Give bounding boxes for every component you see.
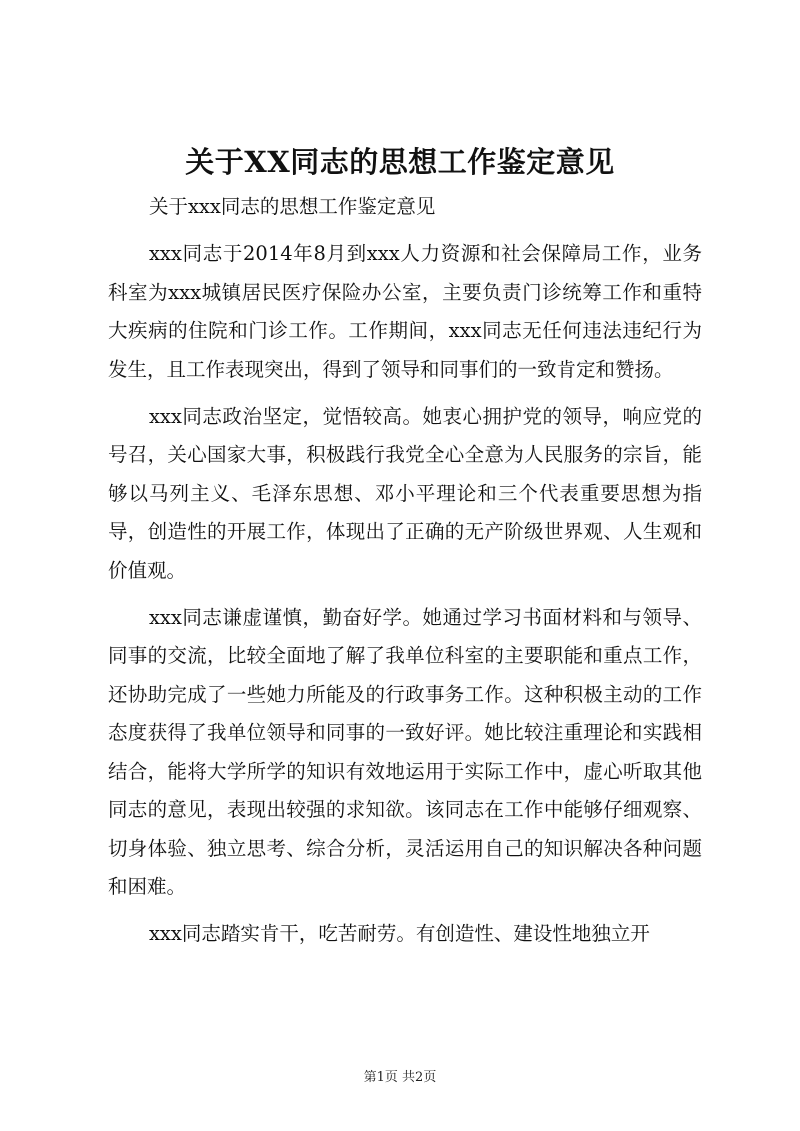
paragraph-employment: xxx同志于2014年8月到xxx人力资源和社会保障局工作，业务科室为xxx城镇居民医疗保险办公室，主要负责门诊统筹工作和重特大疾病的住院和门诊工作。工作期间，xxx同志无任何违法违纪行为发生，且工作表现突出，得到了领导和同事们的一致肯定和赞扬。 xyxy=(108,242,702,381)
paragraph-political: xxx同志政治坚定，觉悟较高。她衷心拥护党的领导，响应党的号召，关心国家大事，积极践行我党全心全意为人民服务的宗旨，能够以马列主义、毛泽东思想、邓小平理论和三个代表重要思想为指导，创造性的开展工作，体现出了正确的无产阶级世界观、人生观和价值观。 xyxy=(108,405,702,582)
page-number-footer: 第1页 共2页 xyxy=(363,1070,437,1085)
document-title: 关于XX同志的思想工作鉴定意见 xyxy=(185,145,615,179)
document-body xyxy=(108,188,702,963)
paragraph-learning: xxx同志谦虚谨慎，勤奋好学。她通过学习书面材料和与领导、同事的交流，比较全面地了解了我单位科室的主要职能和重点工作，还协助完成了一些她力所能及的行政事务工作。这种积极主动的工作态度获得了我单位领导和同事的一致好评。她比较注重理论和实践相结合，能将大学所学的知识有效地运用于实际工作中，虚心听取其他同志的意见，表现出较强的求知欲。该同志在工作中能够仔细观察、切身体验、独立思考、综合分析，灵活运用自己的知识解决各种问题和困难。 xyxy=(108,606,702,898)
paragraph-subtitle: 关于xxx同志的思想工作鉴定意见 xyxy=(148,195,436,218)
paragraph-diligence: xxx同志踏实肯干，吃苦耐劳。有创造性、建设性地独立开 xyxy=(148,922,650,946)
